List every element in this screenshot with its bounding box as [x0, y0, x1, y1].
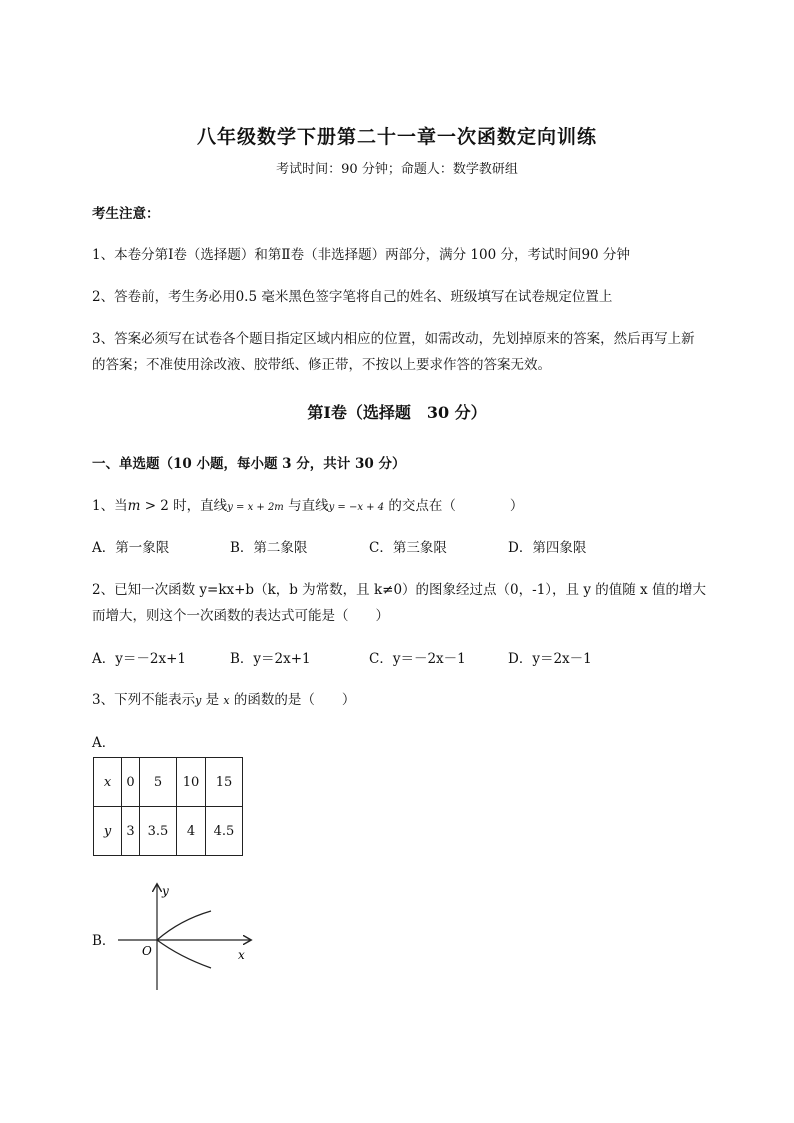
- table-cell: 4.5: [206, 807, 243, 856]
- q3-option-b-graph: [110, 880, 260, 995]
- q3-option-a-label[interactable]: A．: [92, 735, 116, 751]
- table-header-y: y: [94, 807, 122, 856]
- q3-option-b-label[interactable]: B．: [92, 933, 116, 949]
- part-heading: 一、单选题（10 小题，每小题 3 分，共计 30 分）: [92, 456, 406, 472]
- q2-option-a[interactable]: A．y＝－2x+1: [92, 651, 186, 667]
- q3-value-table: [93, 757, 243, 856]
- table-cell: 3: [122, 807, 140, 856]
- question-3: [92, 688, 355, 708]
- q1-prefix: 1、当: [92, 498, 128, 514]
- q2-option-c[interactable]: C．y＝－2x－1: [369, 651, 466, 667]
- notice-heading: 考生注意：: [92, 206, 160, 222]
- q3-x: x: [223, 694, 230, 707]
- q3-y: y: [195, 694, 202, 707]
- q1-suffix: 的交点在（ ）: [384, 498, 524, 514]
- table-cell: 0: [122, 758, 140, 807]
- q1-option-a[interactable]: A．第一象限: [92, 540, 170, 556]
- table-cell: 15: [206, 758, 243, 807]
- q3-suffix: 的函数的是（ ）: [229, 692, 356, 708]
- q1-option-d[interactable]: D．第四象限: [508, 540, 587, 556]
- origin-label: O: [142, 944, 152, 958]
- table-cell: 5: [140, 758, 177, 807]
- q2-option-d[interactable]: D．y＝2x－1: [508, 651, 592, 667]
- q1-option-b[interactable]: B．第二象限: [230, 540, 308, 556]
- table-row: [94, 807, 243, 856]
- table-cell: 4: [177, 807, 206, 856]
- notice-item-2: 2、答卷前，考生务必用0.5 毫米黑色签字笔将自己的姓名、班级填写在试卷规定位置上: [92, 289, 613, 305]
- q2-option-b[interactable]: B．y＝2x+1: [230, 651, 311, 667]
- table-cell: 3.5: [140, 807, 177, 856]
- question-1: [92, 494, 523, 514]
- y-axis-label: y: [162, 884, 169, 898]
- q1-mid: 与直线: [283, 498, 329, 514]
- notice-item-3-cont: 的答案；不准使用涂改液、胶带纸、修正带，不按以上要求作答的答案无效。: [92, 357, 551, 373]
- x-axis-label: x: [238, 948, 245, 962]
- notice-item-3: 3、答案必须写在试卷各个题目指定区域内相应的位置，如需改动，先划掉原来的答案，然后再写上新: [92, 331, 695, 347]
- page-title: 八年级数学下册第二十一章一次函数定向训练: [196, 126, 597, 148]
- section-title: 第Ⅰ卷（选择题 30 分）: [307, 403, 487, 422]
- q1-cond: > 2 时，直线: [140, 498, 228, 514]
- table-cell: 10: [177, 758, 206, 807]
- q3-mid: 是: [201, 692, 224, 708]
- q1-line1: y = x + 2m: [227, 502, 284, 513]
- notice-item-1: 1、本卷分第Ⅰ卷（选择题）和第Ⅱ卷（非选择题）两部分，满分 100 分，考试时间90 分钟: [92, 247, 630, 263]
- table-row: [94, 758, 243, 807]
- question-2-line1: 2、已知一次函数 y=kx+b（k，b 为常数，且 k≠0）的图象经过点（0，-1），且 y 的值随 x 值的增大: [92, 582, 706, 598]
- question-2-line2: 而增大，则这个一次函数的表达式可能是（ ）: [92, 608, 389, 624]
- q1-line2: y = −x + 4: [328, 502, 385, 513]
- exam-info: 考试时间：90 分钟；命题人：数学教研组: [276, 162, 518, 177]
- q1-option-c[interactable]: C．第三象限: [369, 540, 447, 556]
- q3-prefix: 3、下列不能表示: [92, 692, 196, 708]
- q1-m: m: [127, 498, 141, 514]
- table-header-x: x: [94, 758, 122, 807]
